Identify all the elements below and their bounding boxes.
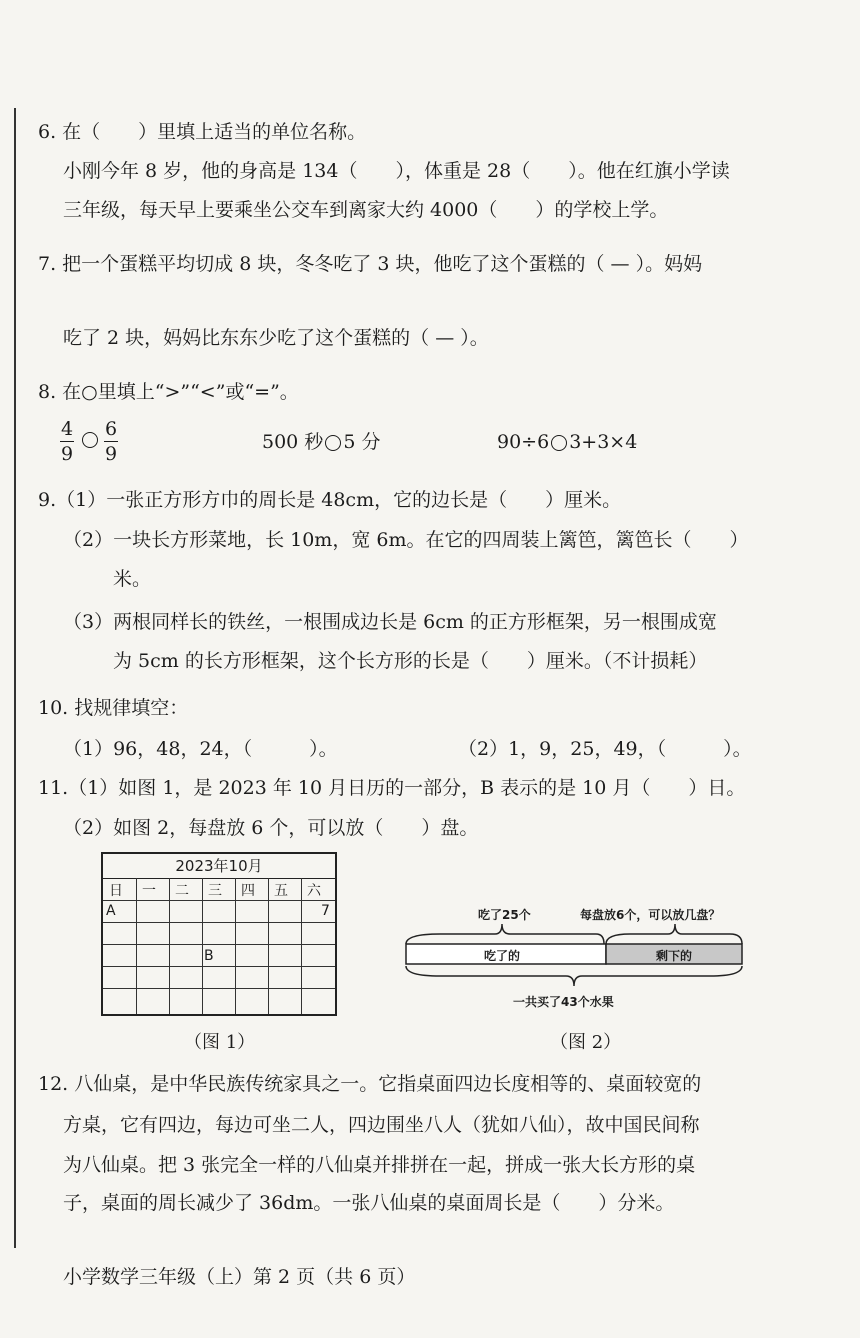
calendar-header-fri: 五 <box>274 883 288 899</box>
calendar-grid <box>103 878 335 1014</box>
q12-line4: 子，桌面的周长减少了 36dm。一张八仙桌的桌面周长是（ ）分米。 <box>63 1192 675 1214</box>
q9-part3-line1: （3）两根同样长的铁丝，一根围成边长是 6cm 的正方形框架，另一根围成宽 <box>63 611 717 633</box>
calendar-header-mon: 一 <box>142 883 156 899</box>
q8-item3-b: 3+3×4 <box>569 431 638 453</box>
diagram-bar-remaining: 剩下的 <box>656 949 693 963</box>
q8-item3 <box>497 428 637 456</box>
q8-compare-circle-2[interactable] <box>325 435 341 451</box>
page-margin-line <box>14 108 16 1248</box>
q8-frac-a-den: 9 <box>60 443 74 465</box>
q8-item3-a: 90÷6 <box>497 431 550 453</box>
q7-line2: 吃了 2 块，妈妈比东东少吃了这个蛋糕的（ — ）。 <box>63 327 489 349</box>
diagram-bar-eaten: 吃了的 <box>484 949 521 963</box>
q7-line1: 7. 把一个蛋糕平均切成 8 块，冬冬吃了 3 块，他吃了这个蛋糕的（ — ）。妈妈 <box>38 253 703 275</box>
calendar-header-thu: 四 <box>241 883 255 899</box>
calendar-header-sun: 日 <box>109 883 123 899</box>
q8-fraction-a <box>60 418 74 465</box>
diagram-label-total: 一共买了43个水果 <box>513 995 614 1009</box>
q8-item2-a: 500 秒 <box>262 431 324 453</box>
calendar-figure <box>101 852 337 1016</box>
q8-item2 <box>262 428 380 456</box>
calendar-header-wed: 三 <box>208 883 222 899</box>
q12-line2: 方桌，它有四边，每边可坐二人，四边围坐八人（犹如八仙），故中国民间称 <box>63 1114 700 1136</box>
q10-part1: （1）96，48，24，（ ）。 <box>63 738 338 760</box>
q6-line2: 小刚今年 8 岁，他的身高是 134（ ），体重是 28（ ）。他在红旗小学读 <box>63 160 730 182</box>
q9-part2-line1: （2）一块长方形菜地，长 10m，宽 6m。在它的四周装上篱笆，篱笆长（ ） <box>63 529 749 551</box>
q9-part2-line2: 米。 <box>113 568 152 590</box>
calendar-cell-b: B <box>204 948 214 964</box>
q12-line3: 为八仙桌。把 3 张完全一样的八仙桌并排拼在一起，拼成一张大长方形的桌 <box>63 1154 696 1176</box>
caption-figure1: （图 1） <box>184 1032 256 1053</box>
calendar-cell-a: A <box>106 903 116 919</box>
calendar-title: 2023年10月 <box>103 854 335 879</box>
q8-line1: 8. 在○里填上“>”“<”或“=”。 <box>38 381 299 403</box>
q11-part2: （2）如图 2，每盘放 6 个，可以放（ ）盘。 <box>63 817 479 839</box>
q8-compare-circle-1[interactable] <box>82 432 98 448</box>
q8-fraction-b <box>104 418 118 465</box>
diagram-label-eaten-count: 吃了25个 <box>478 908 531 922</box>
calendar-header-tue: 二 <box>175 883 189 899</box>
q12-line1: 12. 八仙桌，是中华民族传统家具之一。它指桌面四边长度相等的、桌面较宽的 <box>38 1073 702 1095</box>
q8-compare-circle-3[interactable] <box>551 435 567 451</box>
q8-frac-b-den: 9 <box>104 443 118 465</box>
q9-part3-line2: 为 5cm 的长方形框架，这个长方形的长是（ ）厘米。（不计损耗） <box>113 650 708 672</box>
q8-frac-a-num: 4 <box>60 418 74 440</box>
q9-part1: 9.（1）一张正方形方巾的周长是 48cm，它的边长是（ ）厘米。 <box>38 489 622 511</box>
q6-line3: 三年级，每天早上要乘坐公交车到离家大约 4000（ ）的学校上学。 <box>63 199 669 221</box>
caption-figure2: （图 2） <box>550 1032 622 1053</box>
page-footer: 小学数学三年级（上）第 2 页（共 6 页） <box>63 1266 416 1288</box>
diagram-label-question: 每盘放6个，可以放几盘？ <box>580 908 721 922</box>
q8-item2-b: 5 分 <box>343 431 381 453</box>
q10-title: 10. 找规律填空： <box>38 697 189 719</box>
q6-line1: 6. 在（ ）里填上适当的单位名称。 <box>38 121 367 143</box>
q8-frac-b-num: 6 <box>104 418 118 440</box>
calendar-cell-7: 7 <box>321 903 330 919</box>
q11-part1: 11.（1）如图 1，是 2023 年 10 月日历的一部分，B 表示的是 10 月（ ）日。 <box>38 777 746 799</box>
q10-part2: （2）1，9，25，49，（ ）。 <box>458 738 752 760</box>
calendar-header-sat: 六 <box>307 883 321 899</box>
